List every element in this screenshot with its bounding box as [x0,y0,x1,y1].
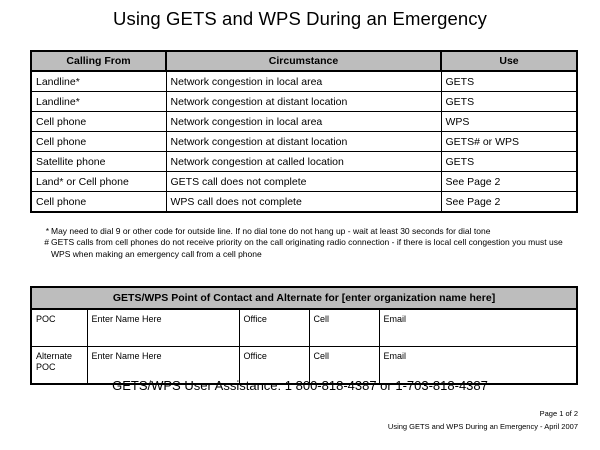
table-row [31,309,577,347]
table-row [31,152,577,172]
footnote-text: May need to dial 9 or other code for outside line. If no dial tone do not hang up - wait at least 30 seconds for dial tone [51,226,491,236]
use-cell: See Page 2 [441,192,577,213]
email-field[interactable]: Email [379,309,577,347]
usage-table-header-row [31,51,577,71]
cell-field[interactable]: Cell [309,347,379,385]
contact-table-title: GETS/WPS Point of Contact and Alternate for [enter organization name here] [31,287,577,309]
footnote-hash [40,237,580,260]
page-title: Using GETS and WPS During an Emergency [113,8,487,29]
name-field[interactable]: Enter Name Here [87,347,239,385]
footnotes [40,226,580,260]
use-cell: GETS [441,92,577,112]
table-row [31,92,577,112]
footnote-marker: # [44,237,49,248]
contact-table [30,286,578,385]
footnote-asterisk [40,226,580,237]
calling-from-cell: Landline* [31,71,166,92]
use-cell: GETS [441,71,577,92]
calling-from-cell: Cell phone [31,132,166,152]
calling-from-cell: Cell phone [31,112,166,132]
table-row [31,172,577,192]
contact-table-header-row [31,287,577,309]
column-header-calling-from: Calling From [31,51,166,71]
use-cell: See Page 2 [441,172,577,192]
circumstance-cell: Network congestion at called location [166,152,441,172]
name-field[interactable]: Enter Name Here [87,309,239,347]
use-cell: WPS [441,112,577,132]
circumstance-cell: Network congestion in local area [166,112,441,132]
office-field[interactable]: Office [239,347,309,385]
calling-from-cell: Landline* [31,92,166,112]
circumstance-cell: Network congestion at distant location [166,92,441,112]
cell-field[interactable]: Cell [309,309,379,347]
usage-table [30,50,578,213]
calling-from-cell: Satellite phone [31,152,166,172]
role-cell: POC [31,309,87,347]
table-row [31,192,577,213]
footnote-text: GETS calls from cell phones do not receive priority on the call originating radio connection - if there is local cell congestion you must use WPS when making an emergency call from a cell phone [51,237,563,259]
calling-from-cell: Cell phone [31,192,166,213]
footnote-marker: * [45,226,49,236]
document-label: Using GETS and WPS During an Emergency - April 2007 [387,422,578,431]
office-field[interactable]: Office [239,309,309,347]
table-row [31,132,577,152]
role-cell: Alternate POC [31,347,87,385]
page-number: Page 1 of 2 [539,409,578,418]
table-row [31,71,577,92]
circumstance-cell: Network congestion at distant location [166,132,441,152]
circumstance-cell: WPS call does not complete [166,192,441,213]
column-header-use: Use [441,51,577,71]
use-cell: GETS# or WPS [441,132,577,152]
email-field[interactable]: Email [379,347,577,385]
use-cell: GETS [441,152,577,172]
column-header-circumstance: Circumstance [166,51,441,71]
table-row [31,112,577,132]
page-footer [388,407,578,433]
user-assistance: GETS/WPS User Assistance: 1 800-818-4387 or 1-703-818-4387 [112,378,488,393]
calling-from-cell: Land* or Cell phone [31,172,166,192]
circumstance-cell: Network congestion in local area [166,71,441,92]
circumstance-cell: GETS call does not complete [166,172,441,192]
